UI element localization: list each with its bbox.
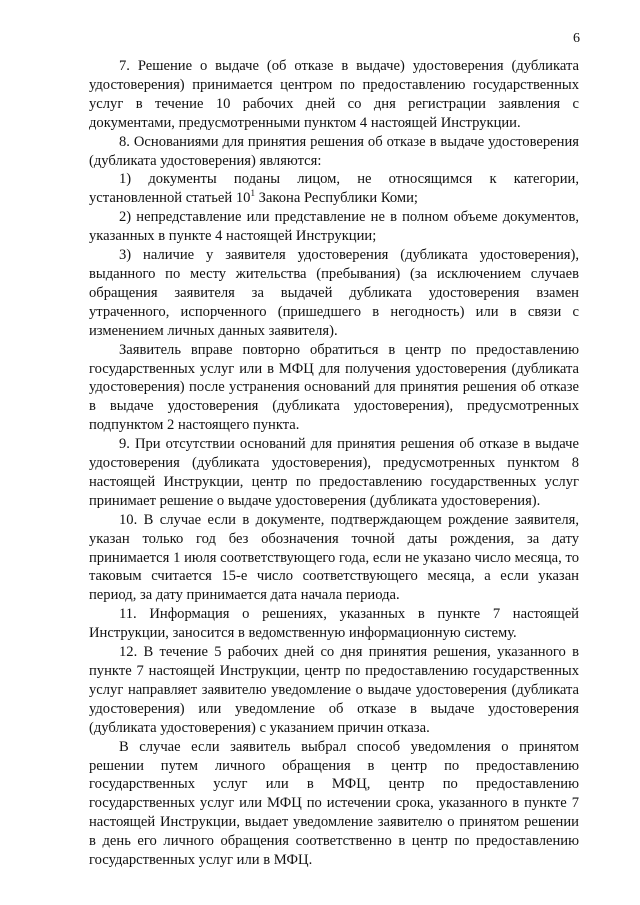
document-body — [89, 57, 579, 870]
item-1-tail: Закона Республики Коми; — [254, 190, 418, 207]
paragraph-7: 7. Решение о выдаче (об отказе в выдаче) удостоверения (дубликата удостоверения) принимается центром по предоставлению государственных услуг в течение 10 рабочих дней со дня регистрации заявления с документами, предусмотренными пунктом 4 настоящей Инструкции. — [89, 58, 579, 131]
paragraph-notification: В случае если заявитель выбрал способ уведомления о принятом решении путем личного обращения в центр по предоставлению государственных услуг или в МФЦ, центр по предоставлению государственных услуг или МФЦ по истечении срока, указанного в пункте 7 настоящей Инструкции, выдает уведомление заявителю о принятом решении в день его личного обращения соответственно в центр по предоставлению государственных услуг или в МФЦ. — [89, 738, 579, 869]
paragraph-10: 10. В случае если в документе, подтверждающем рождение заявителя, указан только год без обозначения точной даты рождения, за дату принимается 1 июля соответствующего года, если не указано число месяца, то таковым считается 15-е число соответствующего месяца, а если указан период, за дату принимается дата начала периода. — [89, 511, 579, 604]
page-number: 6 — [573, 31, 580, 46]
paragraph-8-item-2: 2) непредставление или представление не в полном объеме документов, указанных в пункте 4 настоящей Инструкции; — [89, 209, 579, 245]
paragraph-reapply: Заявитель вправе повторно обратиться в центр по предоставлению государственных услуг или в МФЦ для получения удостоверения (дубликата удостоверения) после устранения оснований для принятия решения об отказе в выдаче удостоверения (дубликата удостоверения), предусмотренных подпунктом 2 настоящего пункта. — [89, 341, 579, 434]
paragraph-9: 9. При отсутствии оснований для принятия решения об отказе в выдаче удостоверения (дубликата удостоверения), предусмотренных пунктом 8 настоящей Инструкции, центр по предоставлению государственных услуг принимает решение о выдаче удостоверения (дубликата удостоверения). — [89, 436, 579, 509]
paragraph-8-item-3: 3) наличие у заявителя удостоверения (дубликата удостоверения), выданного по месту жительства (пребывания) (за исключением случаев обращения заявителя за выдачей дубликата удостоверения взамен утраченного, испорченного (пришедшего в негодность) или в связи с изменением личных данных заявителя). — [89, 247, 579, 339]
paragraph-8-item-1 — [89, 170, 579, 208]
paragraph-12: 12. В течение 5 рабочих дней со дня принятия решения, указанного в пункте 7 настоящей Инструкции, центр по предоставлению государственных услуг направляет заявителю уведомление о выдаче удостоверения (дубликата удостоверения) или уведомление об отказе в выдаче удостоверения (дубликата удостоверения) с указанием причин отказа. — [89, 644, 579, 736]
item-1-text: 1) документы поданы лицом, не относящимся к категории, установленной статьей 10 — [89, 171, 579, 207]
footnote-superscript: 1 — [250, 188, 255, 199]
paragraph-8: 8. Основаниями для принятия решения об отказе в выдаче удостоверения (дубликата удостоверения) являются: — [89, 133, 579, 169]
paragraph-11: 11. Информация о решениях, указанных в пункте 7 настоящей Инструкции, заносится в ведомственную информационную систему. — [89, 606, 579, 642]
